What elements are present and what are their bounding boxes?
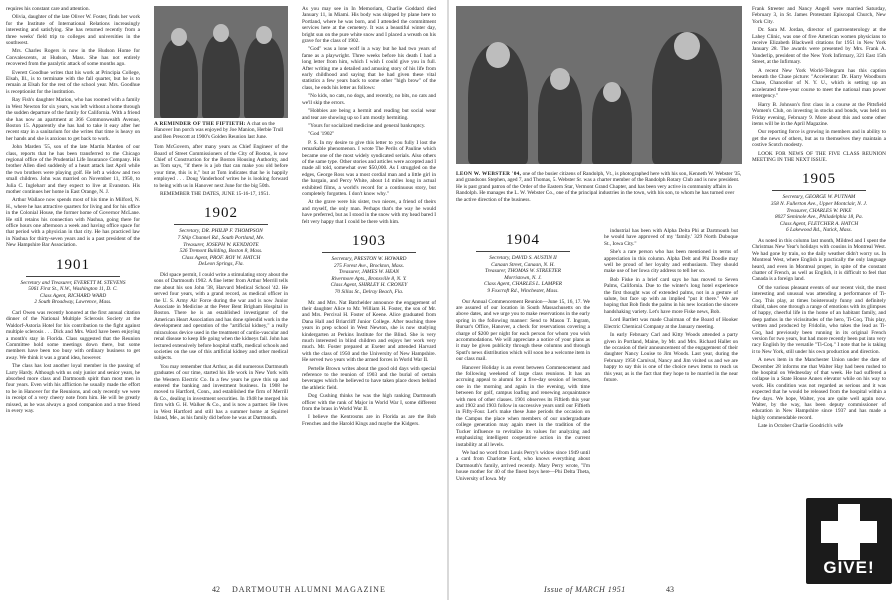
officer-line: Class Agent, CHARLES L. LAMPER	[484, 281, 562, 288]
left-col2-paragraphs	[154, 144, 288, 197]
officer-line: DeLeon Springs, Fla.	[198, 261, 244, 268]
class-rule	[174, 224, 268, 225]
class-number-1903: 1903	[352, 233, 386, 249]
paragraph: In early February Carl and Kitty Woods attended a party given in Portland, Maine, by Mr. and Mrs. Richard Hallet on the occasion of their announcement of the engagement of their daughter Nancy Louise to Jim Woods. Last year, during the February 1950 Carnival, Nancy and Jim visited us and we are happy to say this is one of the choice news items to reach us this year, as is the fact that they hope to be married in the near future.	[604, 332, 738, 383]
officer-line: 275 Forest Ave., Brockton, Mass.	[333, 262, 405, 269]
right-column-3	[752, 6, 886, 491]
paragraph: "Yours for socialized medicine and general bankruptcy.	[308, 122, 426, 129]
paragraph: Of the various pleasant events of our recent visit, the most interesting and unusual was attending a performance of Ti-Coq. This play, at times boisterously funny and definitely ribald, takes one through a range of emotions with its glimpses of happy, cheerful life in the home of an habitant family, and deep pathos in the vicissitudes of the hero, Ti-Coq. This play, written and produced by Fridolin, who takes the lead as Ti-Coq, had previously been running in its original French version for two years, but had more recently been put into very racy English by the versatile "Ti-Coq." I note that he is taking it to New York, still under his own production and direction.	[752, 284, 886, 355]
reunion-photo-caption	[154, 121, 288, 140]
paragraph: Mrs. Charles Rogers is now in the Hudson Home for Convalescents, at Hudson, Mass. She has not entirely recovered from the paralytic attack of some months ago.	[6, 48, 140, 68]
left-column-2	[154, 6, 288, 581]
paragraph: Hanover Holiday is an event between Commencement and the following weekend of large class reunions. It has an accruing appeal to alumni for a five-day session of lectures, one in the morning and again in the evening, with time between for golf, campus loafing and renewing acquaintance with men of other classes. 1901 observes its Fiftieth this year and 1902 and 1903 follow in successive years until our Fiftieth in Fifty-Four. Let's make these June periods the occasion on the Campus the place when members of our undergraduate college generation may again meet in the tradition of the Tucker influence to revitalize its values for analyzing and emphasizing intelligent cooperative action in the current instability at all levels.	[456, 364, 590, 448]
paragraph: LOOK FOR NEWS OF THE FIVE CLASS REUNION MEETING IN THE NEXT ISSUE.	[752, 150, 886, 163]
caption-title: LEON W. WEBSTER '04,	[456, 171, 522, 177]
paragraph: P. S. In my desire to give this letter to you fully I lost the remarkable phenomenon. I wrote The Perils of Pauline which became one of the most widely syndicated serials. Also others of the same type. Other stories and articles were accepted and I made all told, somewhat over $50,000. As I struggled on the edges, George Ross was a most cordial man and a little girl in the bargain, and Percy White, about 14 miles long in actual exhibited films, a world's record for a continuous story, but completely forgotten. I don't know why."	[302, 139, 436, 197]
page-gutter	[447, 0, 449, 600]
class-rule	[26, 276, 120, 277]
paragraph: Our Annual Commencement Reunion—June 15, 16, 17. We are assured of our location in South Massachusetts on the above dates, and we urge you to make reservations in the early spring in the following manner: Send to Mason T. Ingram, Bursar's Office, Hanover, a check for reservations covering a charge of $200 per night for each person for whom you wish accommodations. We will appreciate a notice of your plans as it may be given publicity through these columns and through Sputl's news distribution which will soon be a welcome item in our class mail.	[456, 298, 590, 363]
left-column-3	[302, 6, 436, 581]
paragraph: "God '1902"	[308, 131, 335, 138]
left-col1-notes	[6, 310, 140, 415]
paragraph: Our reporting force is growing in members and in ability to get the news of others, but as to themselves they maintain a costive Scotch modesty.	[752, 129, 886, 149]
officer-line: Canaan Street, Canaan, N. H.	[491, 261, 555, 268]
paragraph: A news item in the Manchester Union under the date of December 28 informs me that Walter Hay had been rushed to the hospital on Wednesday of that week. He had suffered a collapse in a State House Annex elevator while on his way to work. His condition was not regarded as serious and it was expected that he would be released from the hospital within a few days. We hope, Walter, you are quite well again now. Walter, by the way, has been deputy commissioner of education in New Hampshire since 1937 and has made a highly commendable record.	[752, 357, 886, 421]
give-campaign-badge	[806, 498, 892, 584]
caption-title: A REMINDER OF THE FIFTIETH:	[154, 121, 246, 127]
officer-line: 9 Foxcroft Rd., Winchester, Mass.	[487, 287, 559, 294]
page-number-right: 43	[666, 585, 674, 594]
paragraph: requires his constant care and attention.	[6, 6, 90, 12]
paragraph: REMEMBER THE DATES, JUNE 15-16-17, 1951.	[160, 191, 270, 198]
paragraph: "God" was a lone wolf in a way but he had two years of fame as a playwright. Three weeks before his death I had a long letter from him, which I wish I could give you in full. After writing me a detailed and amusing story of his life from early childhood and saying that he had given these vital statistics a few years back to some other "high brow" of the class, he ends his letter as follows:	[302, 46, 436, 91]
officer-line: Class Agent, FLETCHER A. HATCH	[779, 220, 859, 227]
paragraph: industrial has been with Alpha Delta Phi at Dartmouth but he would have approved of my 'family.' 329 North Dubuque St., Iowa City."	[604, 228, 738, 247]
caption-text: A chat on the Hanover Inn porch was enjoyed by Joe Manion, Herbie Trull and Ben Prescott at 1900's Golden Reunion last June.	[154, 121, 284, 140]
paragraph: Frank Streeter and Nancy Angell were married Saturday, February 3, in St. James Protestant Episcopal Church, New York City.	[752, 6, 886, 25]
right-column-2	[604, 228, 738, 573]
paragraph: As noted in this column last month, Mildred and I spent the Christmas New Year's holidays with cousins in Montreal West. We had gone by train, so the daily weather didn't worry us. In Montreal West, where English is practically the only language heard, and even in Montreal proper, in spite of the constant chatter of French, as well as English, it is difficult to feel that Canada is a foreign land.	[752, 237, 886, 283]
paragraph: Dr. Sara M. Jordan, director of gastroenterology at the Lahey Clinic, was one of five American women physicians to receive Elizabeth Blackwell citations for 1951 in New York January 28. The awards were presented by Mrs. Frank A. Vanderlip, president of the New York Infirmary, 321 East 15th Street, at the Infirmary.	[752, 27, 886, 66]
class-number-1902: 1902	[204, 205, 238, 222]
paragraph: A recent New York World-Telegram has this caption beneath the Chase picture: "Accelerator: Dr. Harry Woodburn Chase, Chancellor of N. Y. U., which is setting up an accelerated three-year course to meet the national man power emergency."	[752, 67, 886, 100]
left-col1-paragraphs	[6, 6, 140, 249]
paragraph: John Marden '55, son of the late Martin Marden of our class, reports that he has been transferred to the Chicago regional office of the Prudential Life Insurance Company. His brother Allen died suddenly of a heart attack last April while the two brothers were playing golf. He left a widow and two small children. John was married on November 11, 1950, to Julia C. Ingleharr and they expect to live at Evanston. His mother continues her home in East Orange, N. J.	[6, 144, 140, 195]
officer-line: Treasurer, THOMAS W. STREETER	[484, 268, 562, 275]
left-column-1	[6, 6, 140, 581]
paragraph: Harry B. Johnson's first class in a course at the Pittsfield Women's Club, on investing in stocks and bonds, was held on Friday evening, February 9. More about this and some other items will be in the April Magazine.	[752, 101, 886, 127]
webster-family-photo	[456, 6, 742, 164]
officer-line: Secretary, GEORGE W. PUTNAM	[782, 194, 856, 201]
caption-text: one of the busier citizens of Randolph, Vt., is photographed here with his son, Kenneth W. Webster '35, and grandsons Stephen, aged 7, and Thomas, 5. Webster Sr. was a charter member of the Randolph Rotary Club and is now president. He is past grand patron of the Order of the Eastern Star, Vermont Grand Chapter, and has been very active in community affairs in Randolph. He manages the L. W. Webster Co., one of the principal industries in the town, with his son, to whom he has turned over the active direction of the business.	[456, 171, 742, 203]
officer-line: Secretary, DR. PHILIP F. THOMPSON	[179, 228, 263, 235]
paragraph: She's a rare person who has been mentioned in terms of appreciation in this column. Alpha Delt and Phi Doodle may well be proud of her loyalty and enthusiasm. They should make use of her Iowa city address to tell her so.	[604, 249, 738, 275]
class-rule	[476, 251, 570, 252]
right-column-1	[456, 228, 590, 573]
class-officers-1905	[752, 194, 886, 234]
officer-line: Treasurer, JAMES W. HEAN	[338, 269, 400, 276]
officer-line: 2 South Broadway, Lawrence, Mass.	[34, 299, 112, 306]
page-number-left: 42	[212, 585, 220, 594]
class-officers-1902	[154, 228, 288, 268]
officer-line: Secretary, PRESTON W. HOWARD	[331, 256, 407, 262]
paragraph: I believe the Kentrosms are in Florida as are the Bob Frenches and the Harold Kings and maybe the Kidgers.	[302, 414, 436, 427]
officer-line: 7 Ship Channel Rd., South Portland, Me.	[177, 235, 265, 242]
class-rule	[772, 190, 866, 191]
left-col2-notes	[154, 272, 288, 421]
right-col3-notes	[752, 238, 886, 430]
officer-line: 6 Lakewood Rd., Natick, Mass.	[786, 227, 852, 234]
paragraph: Bob Fiske in a brief card says he has moved to Seven Palms, California. Due to the winter's long hotel experience the first thought was of extended palms, not in a gesture of salute, but face up with an implied "put it there." We are hoping that Bob finds the palms in his new location the sincere handshaking variety. Let's have more Fiske news, Bob.	[604, 276, 738, 315]
magazine-footer: DARTMOUTH ALUMNI MAGAZINE	[232, 585, 386, 594]
class-number-1901: 1901	[56, 256, 90, 273]
paragraph: Olivia, daughter of the late Oliver W. Foster, finds her work for the Institute of International Relations increasingly interesting and satisfying. She has returned recently from a three weeks' field trip to colleges and universities in the southwest.	[6, 14, 140, 47]
paragraph: Everett Goodhue writes that his work at Principia College, Elsah, Ill., is to terminate with the fall quarter, but he is to remain at Elsah for the rest of the school year. Mrs. Goodhue is receptionist for the institution.	[6, 69, 140, 95]
paragraph: Carl Owen was recently honored at the first annual citation dinner of the National Multiple Sclerosis Society at the Waldorf-Astoria Hotel for his contribution to the fight against multiple sclerosis . . . Dick and Mrs. Ward have been enjoying a month's stay in Florida. Class suggested that the Reunion Committee hold some meetings down there, but some members have been too busy with ordinary business to get away. We think it was a grand idea, however.	[6, 310, 140, 361]
paragraph: Dog Cushing thinks he was the high ranking Dartmouth officer with the rank of Major in World War I, some different from the brass in World War II.	[302, 393, 436, 413]
paragraph: Pertelle Brown writes about the good old days with special reference to the reunion of 1903 and the burial of certain beverages which he believed to have taken place down behind the athletic field.	[302, 365, 436, 391]
paragraph: As you may see in In Memoriam, Charlie Goddard died January 11, in Miami. His body was shipped by plane here to Portland, where he was born, and I attended the commitment services here at the cemetery. It was a beautiful winter day, bright sun on the pure white snow and I placed a wreath on his grave for the class of 1902.	[302, 6, 436, 45]
webster-photo-caption	[456, 171, 742, 203]
paragraph: "No kids, no cats, no dogs, and recently, no bits, no cats and we'll skip the errors.	[302, 93, 436, 106]
officer-line: Treasurer, CHARLES W. PIKE	[786, 207, 852, 214]
class-officers-1901	[6, 280, 140, 306]
paragraph: Tom McGovern, after many years as Chief Engineer of the Board of Street Commissioners of the City of Boston, is now Chief of Construction for the Boston Housing Authority, and as Tom says, "if there is a job that can make you old before your time, this is it," but at Tom indicates that he is happily employed . . . Doug Vanderhoof writes he is looking forward to being with us in Hanover next June for the big 50th.	[154, 144, 288, 189]
class-officers-1903	[302, 256, 436, 296]
officer-line: 70 Sillas St., Delray Beach, Fla.	[334, 288, 404, 295]
officer-line: 358 N. Fullerton Ave., Upper Montclair, N. J.	[770, 200, 868, 207]
paragraph: The class has lost another loyal member in the passing of Larry Hardy. Although with us only junior and senior years, he absorbed more class and Dartmouth spirit than most men in four years. Even with his affliction he usually made the effort to be in Hanover for the Reunions, and only recently we were in receipt of a very cheery note from him. He will be greatly missed, as he was always a good companion and a true friend in every way.	[6, 363, 140, 415]
officer-line: Class Agent, PROF. ROY W. HATCH	[181, 254, 261, 261]
officer-line: Secretary and Treasurer, EVERETT M. STEVENS	[20, 279, 126, 286]
class-number-1904: 1904	[506, 232, 540, 248]
paragraph: Arthur Wallace now spends most of his time in Milford, N. H., where he has attractive quarters for living and for his office in the Colonial House, the former home of Governor McLane. He still retains his connection with Nashua, going there for office hours one afternoon a week and having office space for that period with a physician in that city. He has practiced law in Nashua for thirty-seven years and is a past president of the New Hampshire Bar Association.	[6, 197, 140, 249]
paragraph: At the grave were his sister, two nieces, a friend of theirs and myself, the only man. Perhaps that's the way he would have preferred, but as I stood in the snow with my head bared I felt very happy that I could be there with him.	[302, 199, 436, 225]
give-label: GIVE!	[823, 558, 875, 577]
officer-line: Treasurer, JOSEPH W. KENDIOTE	[183, 241, 259, 248]
left-col3-notes	[302, 300, 436, 428]
right-col2-notes	[604, 228, 738, 383]
officer-line: Class Agent, SHIRLEY H. CRONEY	[330, 282, 408, 289]
paragraph: Lord Bartlett was made Chairman of the Board of Hooker Electric Chemical Company at the January meeting.	[604, 317, 738, 330]
officer-line: 5061 First St., N.W., Washington 11, D. C.	[28, 286, 118, 293]
officer-line: Morristown, N. J.	[504, 274, 542, 281]
officer-line: 8027 Seminole Ave., Philadelphia 18, Pa.	[774, 214, 864, 221]
paragraph: You may remember that Arthur, as did numerous Dartmouth graduates of our time, started his life work in New York with the Western Electric Co. In a few years he gave this up and entered the banking and investment business. In 1908 he moved to Hartford, Conn., and established the firm of Merrill & Co., dealing in investment securities. In 1948 he merged his firm with G. H. Walker & Co., and is now a partner. He lives in West Hartford and still has a summer home at Squirrel Island, Me., as his family did before he was at Dartmouth.	[154, 363, 288, 421]
paragraph: Mr. and Mrs. Nat Batchelder announce the engagement of their daughter Alice to Mr. William H. Foster, the son of Mr. and Mrs. Percival H. Foster of Keene. Alice graduated from Dana Hall and Briarcliff Junior College. After teaching three years in prep school in West Newton, she is now studying kindergarten at Perkins Institute for the Blind. She is very much interested in blind children and enjoys her work very much. Mr. Foster prepared at Exeter and attended Harvard with the class of 1950 and the University of New Hampshire. He served two years with the armed forces in World War II.	[302, 299, 436, 364]
paragraph: "Hobbies are being a hermit and reading but social wear and tear are showing up so I am mostly hermiting.	[302, 108, 436, 121]
paragraph: Ray Fish's daughter Marion, who has roomed with a family in West Newton for six years, was left without a home through the sudden departure of the family for California. With a friend she has now an apartment at 366 Commonwealth Avenue, Boston 15. Apparently she has had to take it easy after her recent stay in a sanitarium for she writes that time is heavy on her hands and she is anxious to get back to work.	[6, 97, 140, 142]
paragraph: Late in October Charlie Goodrich's wife	[758, 423, 844, 430]
officer-line: Rivermore Apts., Bronxville 8, N. Y.	[331, 275, 407, 282]
right-col3-paragraphs	[752, 6, 886, 163]
reunion-photo	[154, 6, 288, 118]
officer-line: Secretary, DAVID S. AUSTIN II	[489, 255, 557, 261]
right-page	[450, 0, 896, 600]
officer-line: 526 Tremont Building, Boston 8, Mass.	[179, 248, 263, 255]
left-col3-paragraphs	[302, 6, 436, 225]
class-rule	[322, 252, 416, 253]
paragraph: We had no word from Louis Perry's widow since 1949 until a card from Charlotte Ford, who knows everything about Dartmouth's family, arrived recently. Mary Perry wrote, "I'm house mother for 40 of the finest boys here—Phi Delta Theta, University of Iowa. My	[456, 449, 590, 482]
class-number-1905: 1905	[802, 171, 836, 188]
officer-line: Class Agent, RICHARD WARD	[39, 292, 107, 299]
right-col1-notes	[456, 299, 590, 482]
paragraph: Did space permit, I could write a stimulating story about the sons of Dartmouth 1902. A fine letter from Arthur Merrill tells me about his son John '38, Harvard Medical School '42. He served four years, with a grand record, as medical officer in the U. S. Army Air Force during the war and is now Junior Associate in Medicine at the Peter Bent Brigham Hospital in Boston. There he is an established investigator of the American Heart Association and has done splendid work in the development and operation of the "artificial kidney," a really miraculous device used in the treatment of cardio-vascular and renal disease to keep life going when the kidneys fail. John has lectured extensively before hospital staffs, medical schools and societies on the use of this artificial kidney and other medical subjects.	[154, 272, 288, 362]
class-officers-1904	[456, 255, 590, 295]
issue-footer: Issue of MARCH 1951	[544, 585, 626, 594]
